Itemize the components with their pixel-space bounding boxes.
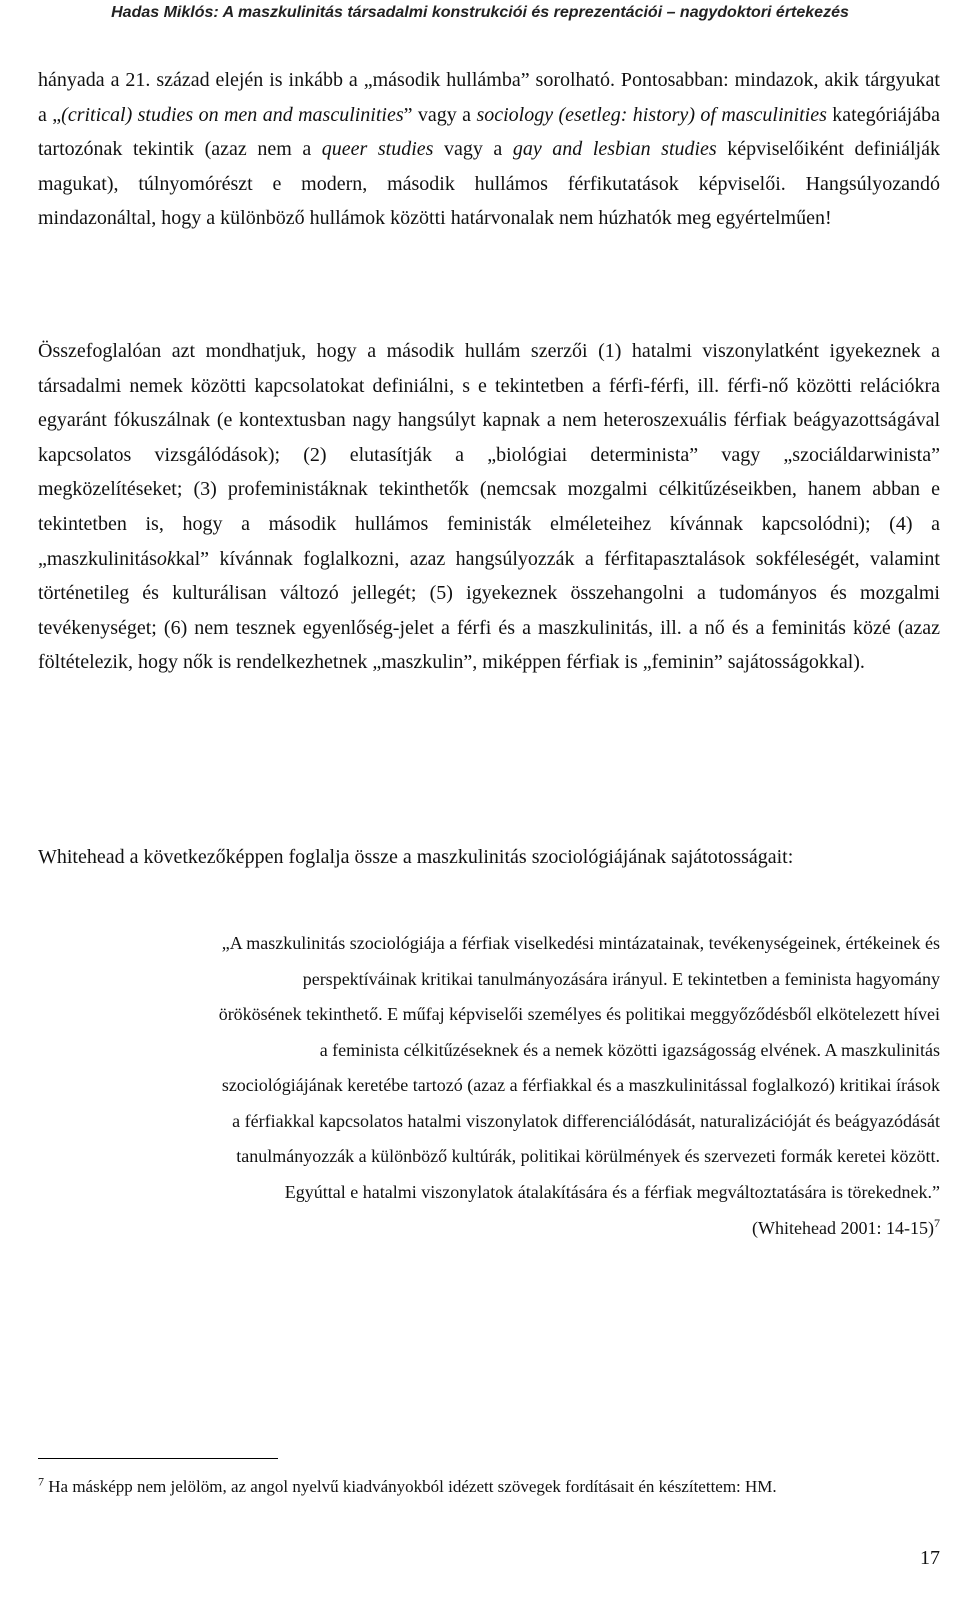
- italic-term: (critical) studies on men and masculinities: [61, 103, 404, 126]
- quote-line: Egyúttal e hatalmi viszonylatok átalakítására és a férfiak megváltoztatására is törekednek.”: [284, 1181, 940, 1202]
- quote-line: a feminista célkitűzéseknek és a nemek közötti igazságosság elvének. A maszkulinitás: [319, 1039, 940, 1060]
- footnote-number: 7: [38, 1474, 44, 1489]
- body-paragraph-2: [38, 334, 940, 680]
- body-paragraph-3: Whitehead a következőképpen foglalja össze a maszkulinitás szociológiájának sajátotosságait:: [38, 846, 794, 868]
- paragraph-text: Összefoglalóan azt mondhatjuk, hogy a második hullám szerzői (1) hatalmi viszonylatként igyekeznek a társadalmi nemek közötti kapcsolatokat definiálni, s e tekintetben a férfi-férfi, ill. férfi-nő közötti relációkra egyaránt fókuszálnak (e kontextusban nagy hangsúlyt kapnak a nem heteroszexuális férfiak beágyazottságával kapcsolatos vizsgálódások); (2) elutasítják a „biológiai determinista” vagy „szociáldarwinista” megközelítéseket; (3) profeministáknak tekinthetők (nemcsak mozgalmi célkitűzéseikben, hanem abban e tekintetben is, hogy a második hullámos feministák elméleteihez kívánnak kapcsolódni); (4) a „maszkulinitás: [38, 340, 940, 570]
- paragraph-text: kategóriájába tartozónak tekintik (azaz nem a: [38, 103, 940, 161]
- citation-text: (Whitehead 2001: 14-15): [752, 1218, 934, 1238]
- quote-line: a férfiakkal kapcsolatos hatalmi viszonylatok differenciálódását, naturalizációját és beágyazódását: [232, 1110, 940, 1131]
- quote-line: perspektíváinak kritikai tanulmányozására irányul. E tekintetben a feminista hagyomány: [302, 968, 940, 989]
- running-header: Hadas Miklós: A maszkulinitás társadalmi konstrukciói és reprezentációi – nagydoktori értekezés: [111, 4, 849, 21]
- footnote-reference[interactable]: 7: [934, 1216, 940, 1230]
- footnote-divider: [38, 1458, 278, 1459]
- italic-term: sociology (esetleg: history) of masculinities: [476, 103, 827, 126]
- quote-line: tanulmányozzák a különböző kultúrák, politikai körülmények és szervezeti formák keretei között.: [236, 1146, 940, 1166]
- paragraph-text: képviselőiként definiálják magukat), túlnyomórészt e modern, második hullámos férfikutatások képviselői. Hangsúlyozandó mindazonáltal, hogy a különböző hullámok közötti határvonalak nem húzhatók meg egyértelműen!: [38, 138, 940, 230]
- footnote-text: Ha másképp nem jelölöm, az angol nyelvű kiadványokból idézett szövegek fordításait én készítettem: HM.: [44, 1477, 777, 1496]
- italic-term: ok: [156, 547, 176, 570]
- block-quote: [38, 926, 940, 1210]
- paragraph-text: ” vagy a: [403, 103, 477, 126]
- paragraph-text: kal” kívánnak foglalkozni, azaz hangsúlyozzák a férfitapasztalások sokféleségét, valamint történetileg és kulturálisan változó jellegét; (5) igyekeznek összehangolni a tudományos és mozgalmi tevékenységet; (6) nem tesznek egyenlőség-jelet a férfi és a maszkulinitás, ill. a nő és a feminitás közé (azaz föltételezik, hogy nők is rendelkezhetnek „maszkulin”, miképpen férfiak is „feminin” sajátosságokkal).: [38, 547, 940, 674]
- paragraph-text: hányada a 21. század elején is inkább a „második hullámba” sorolható. Pontosabban: mindazok, akik tárgyukat a „: [38, 69, 940, 126]
- italic-term: queer studies: [321, 138, 434, 161]
- page-number: 17: [920, 1547, 940, 1569]
- body-paragraph-1: [38, 63, 940, 236]
- italic-term: gay and lesbian studies: [512, 138, 717, 161]
- footnote: [38, 1474, 940, 1500]
- quote-line: „A maszkulinitás szociológiája a férfiak viselkedési mintázatainak, tevékenységeinek, értékeinek és: [221, 933, 940, 953]
- quote-citation: [752, 1213, 940, 1243]
- quote-line: szociológiájának keretébe tartozó (azaz a férfiakkal és a maszkulinitással foglalkozó) kritikai írások: [221, 1075, 940, 1095]
- quote-line: örökösének tekinthető. E műfaj képviselői személyes és politikai meggyőződésből elkötelezett hívei: [218, 1004, 940, 1024]
- paragraph-text: vagy a: [433, 138, 513, 161]
